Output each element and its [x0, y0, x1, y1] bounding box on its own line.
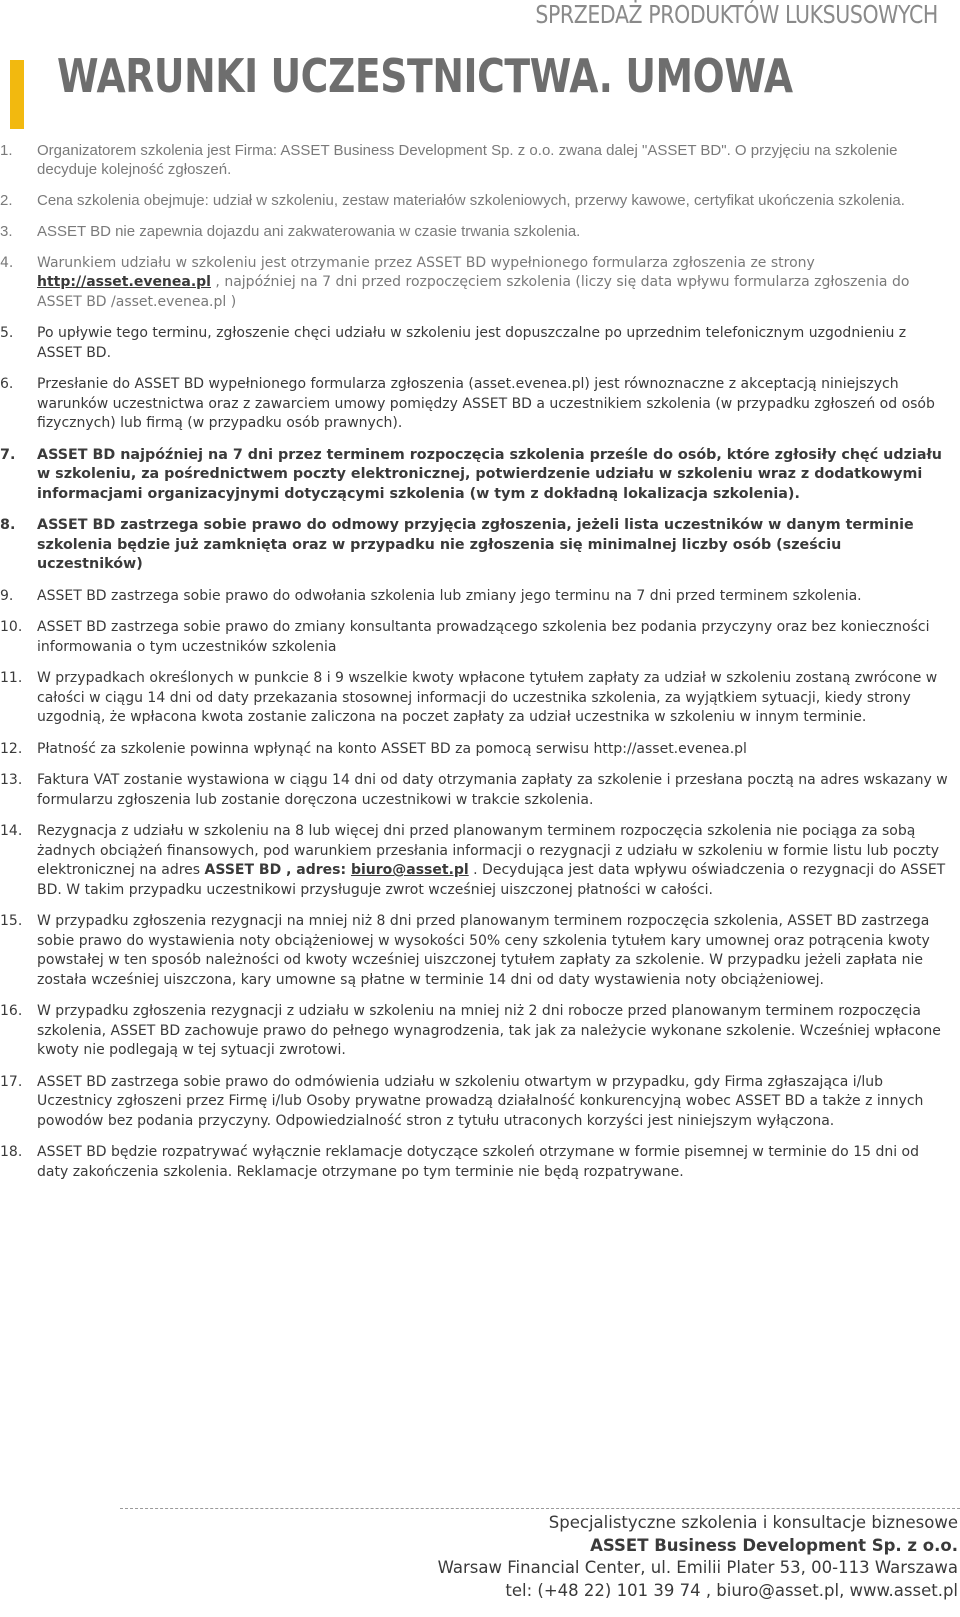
item-text: Płatność za szkolenie powinna wpłynąć na konto ASSET BD za pomocą serwisu http://asset.evenea.pl: [37, 740, 747, 757]
heading-accent-bar: [10, 60, 24, 129]
item-number: 15.: [0, 913, 23, 929]
item-text: W przypadkach określonych w punkcie 8 i 9 wszelkie kwoty wpłacone tytułem zapłaty za udział w szkoleniu zostaną zwrócone w całości w ciągu 14 dni od daty przekazania stosownej informacji do uczestnika szkolenia, za wyjątkiem sytuacji, kiedy strony uzgodnią, że wpłacona kwota zostanie zaliczona na poczet zapłaty za udział uczestnika w szkoleniu w innym terminie.: [37, 670, 938, 725]
item-text: Warunkiem udziału w szkoleniu jest otrzymanie przez ASSET BD wypełnionego formularza zgłoszenia ze strony: [37, 254, 815, 271]
item-text: ASSET BD zastrzega sobie prawo do odwołania szkolenia lub zmiany jego terminu na 7 dni przed terminem szkolenia.: [37, 587, 862, 604]
item-number: 14.: [0, 823, 23, 839]
footer-tagline: Specjalistyczne szkolenia i konsultacje biznesowe: [548, 1513, 958, 1532]
terms-item-4: [0, 254, 960, 313]
evenea-link[interactable]: http://asset.evenea.pl: [37, 274, 211, 290]
terms-item-6: [0, 375, 960, 434]
item-number: 2.: [0, 192, 13, 209]
terms-item-13: [0, 771, 960, 810]
footer-address: Warsaw Financial Center, ul. Emilii Plater 53, 00-113 Warszawa: [437, 1558, 958, 1577]
terms-item-12: [0, 740, 960, 760]
footer-contact: tel: (+48 22) 101 39 74 , biuro@asset.pl, www.asset.pl: [505, 1580, 958, 1600]
email-link[interactable]: biuro@asset.pl: [350, 862, 469, 878]
terms-item-18: [0, 1143, 960, 1182]
terms-item-16: [0, 1002, 960, 1061]
item-number: 13.: [0, 772, 23, 788]
item-number: 5.: [0, 325, 14, 341]
item-number: 4.: [0, 254, 14, 271]
item-text: Po upływie tego terminu, zgłoszenie chęci udziału w szkoleniu jest dopuszczalne po uprzednim telefonicznym uzgodnieniu z ASSET BD.: [37, 325, 907, 361]
terms-item-10: [0, 618, 960, 657]
item-text: ASSET BD zastrzega sobie prawo do odmówienia udziału w szkoleniu otwartym w przypadku, gdy Firma zgłaszająca i/lub Uczestnicy zgłoszeni przez Firmę i/lub Osoby prywatne prowadzą działalność konkurencyjną wobec ASSET BD a także z innych powodów bez podania przyczyny. Odpowiedzialność stron z tytułu utraconych korzyści jest niniejszym wyłączona.: [37, 1073, 924, 1129]
item-bold-text: ASSET BD , adres:: [204, 862, 351, 878]
item-number: 12.: [0, 740, 23, 757]
item-text-continued: , najpóźniej na 7 dni przed rozpoczęciem szkolenia (liczy się data wpływu formularza zgłoszenia do ASSET BD /asset.evenea.pl ): [37, 274, 910, 310]
terms-item-2: [0, 191, 960, 210]
terms-item-3: [0, 222, 960, 242]
item-text: ASSET BD zastrzega sobie prawo do odmowy przyjęcia zgłoszenia, jeżeli lista uczestników w danym terminie szkolenia będzie już zamknięta oraz w przypadku nie zgłoszenia się minimalnej liczby osób (sześciu uczestników): [37, 517, 914, 572]
item-text: Organizatorem szkolenia jest Firma: ASSET Business Development Sp. z o.o. zwana dalej "ASSET BD". O przyjęciu na szkolenie decyduje kolejność zgłoszeń.: [37, 142, 898, 178]
terms-item-14: [0, 822, 960, 900]
terms-item-9: [0, 587, 960, 607]
item-number: 18.: [0, 1144, 23, 1160]
item-text: Przesłanie do ASSET BD wypełnionego formularza zgłoszenia (asset.evenea.pl) jest równoznaczne z akceptacją niniejszych warunków uczestnictwa oraz z zawarciem umowy pomiędzy ASSET BD a uczestnikiem szkolenia (w przypadku zgłoszeń od osób fizycznych) lub firmą (w przypadku osób prawnych).: [37, 376, 935, 431]
item-text: ASSET BD będzie rozpatrywać wyłącznie reklamacje dotyczące szkoleń otrzymane w formie pisemnej w terminie do 15 dni od daty zakończenia szkolenia. Reklamacje otrzymane po tym terminie nie będą rozpatrywane.: [37, 1144, 920, 1180]
terms-item-1: [0, 141, 960, 179]
footer-company: ASSET Business Development Sp. z o.o.: [590, 1535, 958, 1555]
terms-item-11: [0, 669, 960, 728]
item-number: 10.: [0, 619, 23, 635]
item-number: 16.: [0, 1003, 23, 1019]
item-text: ASSET BD najpóźniej na 7 dni przez terminem rozpoczęcia szkolenia prześle do osób, które zgłosiły chęć udziału w szkoleniu, za pośrednictwem poczty elektronicznej, potwierdzenie udziału w szkoleniu wraz z dodatkowymi informacjami organizacyjnymi dotyczącymi szkolenia (w tym z dokładną lokalizacja szkolenia).: [37, 446, 942, 502]
item-number: 6.: [0, 376, 14, 392]
page-top-title: SPRZEDAŻ PRODUKTÓW LUKSUSOWYCH: [535, 0, 938, 29]
terms-list: [0, 141, 960, 1194]
item-text: ASSET BD nie zapewnia dojazdu ani zakwaterowania w czasie trwania szkolenia.: [37, 223, 581, 240]
item-number: 1.: [0, 142, 13, 159]
item-number: 17.: [0, 1073, 23, 1090]
terms-item-17: [0, 1073, 960, 1132]
item-text: W przypadku zgłoszenia rezygnacji na mniej niż 8 dni przed planowanym terminem rozpoczęcia szkolenia, ASSET BD zastrzega sobie prawo do wystawienia noty obciążeniowej w wysokości 50% ceny szkolenia tytułem kary umownej oraz potrącenia kwoty powstałej w ten sposób należności od kwoty wcześniej uiszczonej tytułem zapłaty za szkolenie. W przypadku jeżeli zapłata nie została wcześniej uiszczona, kary umowne są płatne w terminie 14 dni od daty wystawienia noty obciążeniowej.: [37, 913, 930, 988]
item-number: 7.: [0, 446, 16, 463]
item-text: Rezygnacja z udziału w szkoleniu na 8 lub więcej dni przed planowanym terminem rozpoczęcia szkolenia nie pociąga za sobą żadnych obciążeń finansowych, pod warunkiem przesłania informacji o rezygnacji z udziału w szkoleniu w formie listu lub poczty elektronicznej na adres: [37, 823, 939, 878]
page-heading: WARUNKI UCZESTNICTWA. UMOWA: [57, 49, 793, 103]
terms-item-8: [0, 516, 960, 575]
item-number: 8.: [0, 517, 16, 533]
item-text: W przypadku zgłoszenia rezygnacji z udziału w szkoleniu na mniej niż 2 dni robocze przed planowanym terminem rozpoczęcia szkolenia, ASSET BD zachowuje prawo do pełnego wynagrodzenia, tak jak za należycie wykonane szkolenie. Wcześniej wpłacone kwoty nie podlegają w tej sytuacji zwrotowi.: [37, 1003, 941, 1058]
item-text: Cena szkolenia obejmuje: udział w szkoleniu, zestaw materiałów szkoleniowych, przerwy kawowe, certyfikat ukończenia szkolenia.: [37, 192, 905, 209]
terms-item-5: [0, 324, 960, 363]
footer: [438, 1512, 958, 1602]
item-number: 11.: [0, 670, 23, 686]
item-text: Faktura VAT zostanie wystawiona w ciągu 14 dni od daty otrzymania zapłaty za szkolenie i przesłana pocztą na adres wskazany w formularzu zgłoszenia lub zostanie doręczona uczestnikowi w trakcie szkolenia.: [37, 772, 948, 808]
terms-item-7: [0, 446, 960, 505]
item-number: 9.: [0, 587, 14, 604]
item-number: 3.: [0, 223, 13, 240]
item-text-continued: . Decydująca jest data wpływu oświadczenia o rezygnacji do ASSET BD. W takim przypadku uczestnikowi przysługuje zwrot wcześniej uiszczonej płatności w całości.: [37, 862, 946, 898]
terms-item-15: [0, 912, 960, 990]
footer-divider: [120, 1508, 960, 1509]
item-text: ASSET BD zastrzega sobie prawo do zmiany konsultanta prowadzącego szkolenia bez podania przyczyny oraz bez konieczności informowania o tym uczestników szkolenia: [37, 619, 930, 655]
